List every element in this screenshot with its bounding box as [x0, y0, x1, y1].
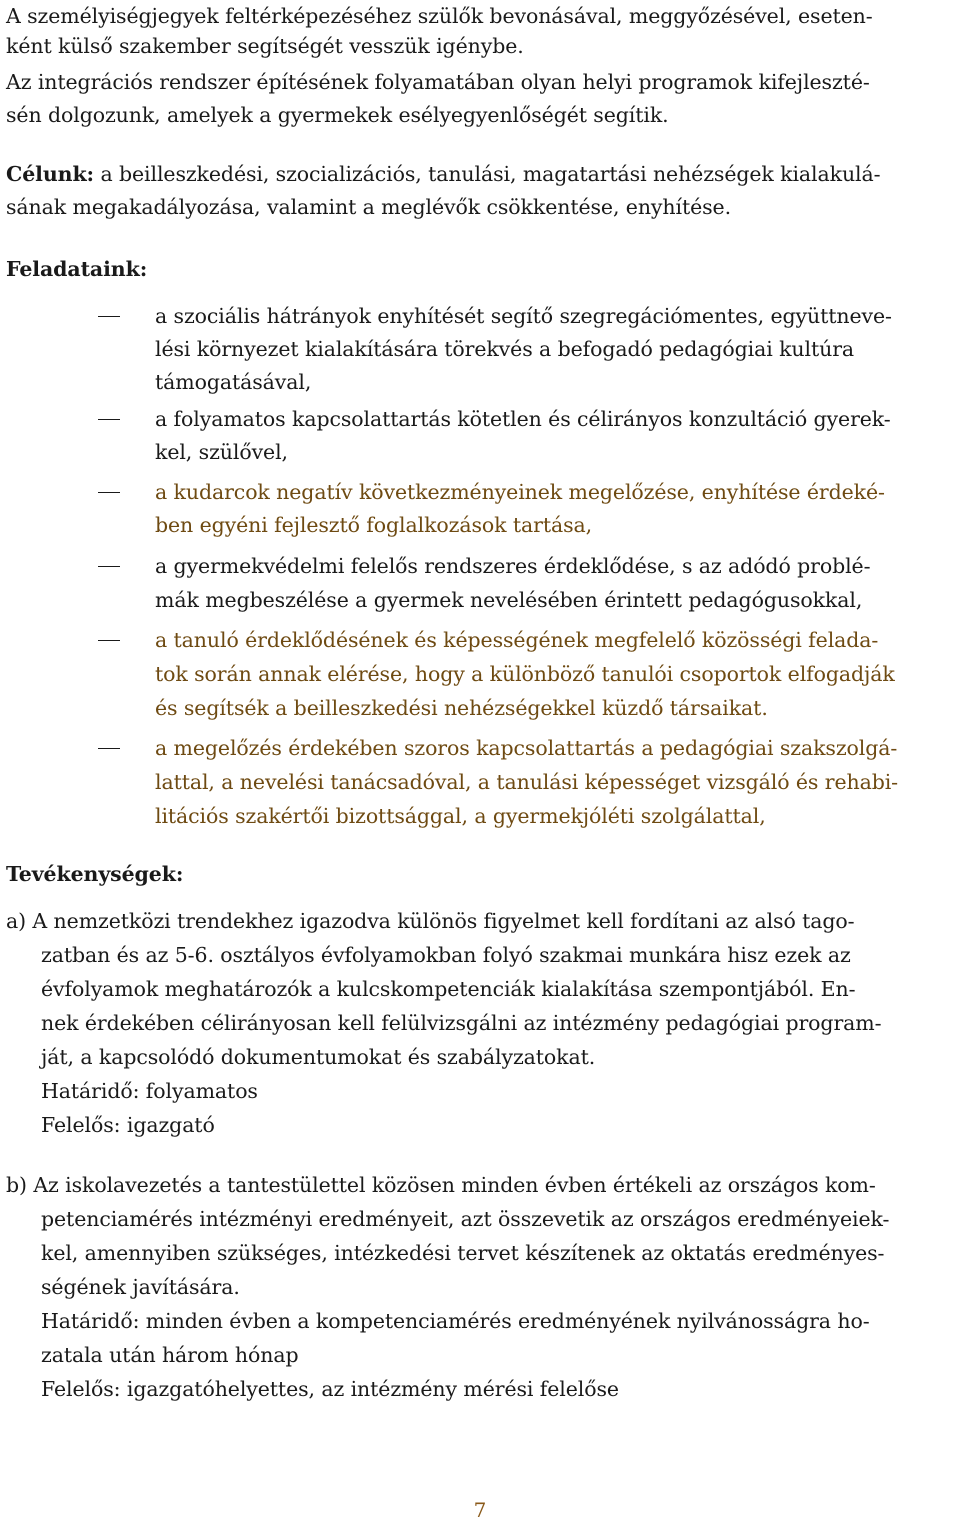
activity-line: ségének javítására.: [41, 1275, 240, 1299]
activity-line: évfolyamok meghatározók a kulcskompetenciák kialakítása szempontjából. En-: [41, 977, 856, 1001]
dash-bullet-icon: [98, 566, 120, 567]
intro-line: sén dolgozunk, amelyek a gyermekek esélyegyenlőségét segítik.: [6, 103, 669, 127]
task-line: lési környezet kialakítására törekvés a befogadó pedagógiai kultúra: [155, 337, 855, 361]
goal-line: [6, 160, 880, 188]
activity-line: a) A nemzetközi trendekhez igazodva különös figyelmet kell fordítani az alsó tago-: [6, 909, 855, 933]
task-line: támogatásával,: [155, 370, 312, 394]
task-line: tok során annak elérése, hogy a különböző tanulói csoportok elfogadják: [155, 662, 895, 686]
tasks-heading: Feladataink:: [6, 257, 148, 281]
page-number: 7: [473, 1498, 487, 1522]
task-line: litációs szakértői bizottsággal, a gyermekjóléti szolgálattal,: [155, 804, 766, 828]
task-line: a gyermekvédelmi felelős rendszeres érdeklődése, s az adódó problé-: [155, 554, 871, 578]
dash-bullet-icon: [98, 316, 120, 317]
deadline-line: Határidő: minden évben a kompetenciamérés eredményének nyilvánosságra ho-: [41, 1309, 870, 1333]
deadline-line: zatala után három hónap: [41, 1343, 299, 1367]
activities-heading: Tevékenységek:: [6, 862, 184, 886]
task-line: a kudarcok negatív következményeinek megelőzése, enyhítése érdeké-: [155, 480, 885, 504]
activity-line: petenciamérés intézményi eredményeit, azt összevetik az országos eredményeiek-: [41, 1207, 890, 1231]
intro-line: A személyiségjegyek feltérképezéséhez szülők bevonásával, meggyőzésével, eseten-: [6, 4, 873, 28]
activity-line: ját, a kapcsolódó dokumentumokat és szabályzatokat.: [41, 1045, 596, 1069]
intro-line: Az integrációs rendszer építésének folyamatában olyan helyi programok kifejleszté-: [6, 70, 870, 94]
dash-bullet-icon: [98, 748, 120, 749]
intro-line: ként külső szakember segítségét vesszük igénybe.: [6, 34, 524, 58]
activity-line: zatban és az 5-6. osztályos évfolyamokban folyó szakmai munkára hisz ezek az: [41, 943, 851, 967]
dash-bullet-icon: [98, 492, 120, 493]
task-line: a tanuló érdeklődésének és képességének megfelelő közösségi felada-: [155, 628, 879, 652]
task-line: kel, szülővel,: [155, 440, 288, 464]
goal-line: sának megakadályozása, valamint a meglévők csökkentése, enyhítése.: [6, 195, 731, 219]
activity-line: kel, amennyiben szükséges, intézkedési tervet készítenek az oktatás eredményes-: [41, 1241, 885, 1265]
activity-line: b) Az iskolavezetés a tantestülettel közösen minden évben értékeli az országos kom-: [6, 1173, 876, 1197]
task-line: lattal, a nevelési tanácsadóval, a tanulási képességet vizsgáló és rehabi-: [155, 770, 899, 794]
responsible-line: Felelős: igazgató: [41, 1113, 215, 1137]
activity-line: nek érdekében célirányosan kell felülvizsgálni az intézmény pedagógiai program-: [41, 1011, 882, 1035]
dash-bullet-icon: [98, 419, 120, 420]
task-line: a szociális hátrányok enyhítését segítő szegregációmentes, együttneve-: [155, 304, 892, 328]
task-line: és segítsék a beilleszkedési nehézségekkel küzdő társaikat.: [155, 696, 768, 720]
responsible-line: Felelős: igazgatóhelyettes, az intézmény mérési felelőse: [41, 1377, 619, 1401]
goal-label: Célunk:: [6, 162, 95, 186]
task-line: mák megbeszélése a gyermek nevelésében érintett pedagógusokkal,: [155, 588, 863, 612]
goal-text: a beilleszkedési, szocializációs, tanulási, magatartási nehézségek kialakulá-: [94, 162, 881, 186]
task-line: ben egyéni fejlesztő foglalkozások tartása,: [155, 513, 593, 537]
task-line: a megelőzés érdekében szoros kapcsolattartás a pedagógiai szakszolgá-: [155, 736, 898, 760]
deadline-line: Határidő: folyamatos: [41, 1079, 258, 1103]
task-line: a folyamatos kapcsolattartás kötetlen és célirányos konzultáció gyerek-: [155, 407, 891, 431]
dash-bullet-icon: [98, 640, 120, 641]
